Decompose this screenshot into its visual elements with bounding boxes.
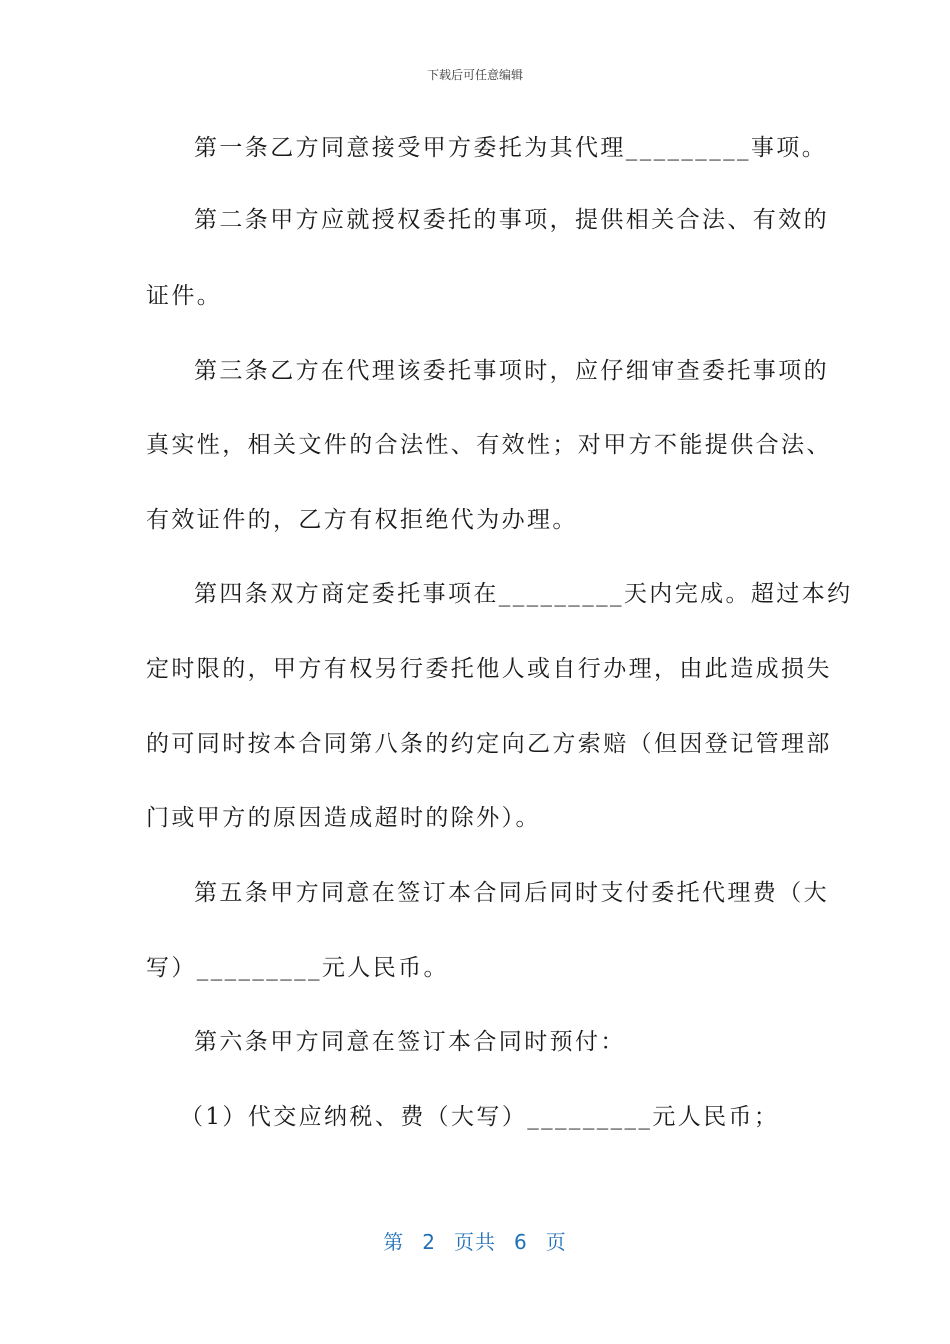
clause-3-line-1: 第三条乙方在代理该委托事项时，应仔细审查委托事项的 <box>194 358 829 384</box>
clause-1-line-1: 第一条乙方同意接受甲方委托为其代理_________事项。 <box>194 135 828 161</box>
clause-3-line-3: 有效证件的，乙方有权拒绝代为办理。 <box>146 507 578 533</box>
clause-3-line-2: 真实性，相关文件的合法性、有效性；对甲方不能提供合法、 <box>146 432 832 458</box>
footer-prefix: 第 <box>383 1230 405 1254</box>
page-footer <box>0 1226 950 1255</box>
clause-4-line-4: 门或甲方的原因造成超时的除外）。 <box>146 805 541 831</box>
clause-5-line-2: 写）_________元人民币。 <box>146 955 449 981</box>
total-page-count: 6 <box>514 1230 528 1254</box>
clause-4-line-1: 第四条双方商定委托事项在_________天内完成。超过本约 <box>194 581 853 607</box>
footer-suffix: 页 <box>545 1230 567 1254</box>
header-note: 下载后可任意编辑 <box>426 68 523 82</box>
clause-5-line-1: 第五条甲方同意在签订本合同后同时支付委托代理费（大 <box>194 880 829 906</box>
clause-4-line-3: 的可同时按本合同第八条的约定向乙方索赔（但因登记管理部 <box>146 731 832 757</box>
footer-middle: 页共 <box>454 1230 496 1254</box>
clause-6-line-1: 第六条甲方同意在签订本合同时预付： <box>194 1029 626 1055</box>
clause-4-line-2: 定时限的，甲方有权另行委托他人或自行办理，由此造成损失 <box>146 656 832 682</box>
clause-6-item-1: （1）代交应纳税、费（大写）_________元人民币； <box>180 1104 780 1130</box>
current-page-number: 2 <box>422 1230 436 1254</box>
clause-2-line-2: 证件。 <box>146 283 223 309</box>
clause-2-line-1: 第二条甲方应就授权委托的事项，提供相关合法、有效的 <box>194 207 829 233</box>
